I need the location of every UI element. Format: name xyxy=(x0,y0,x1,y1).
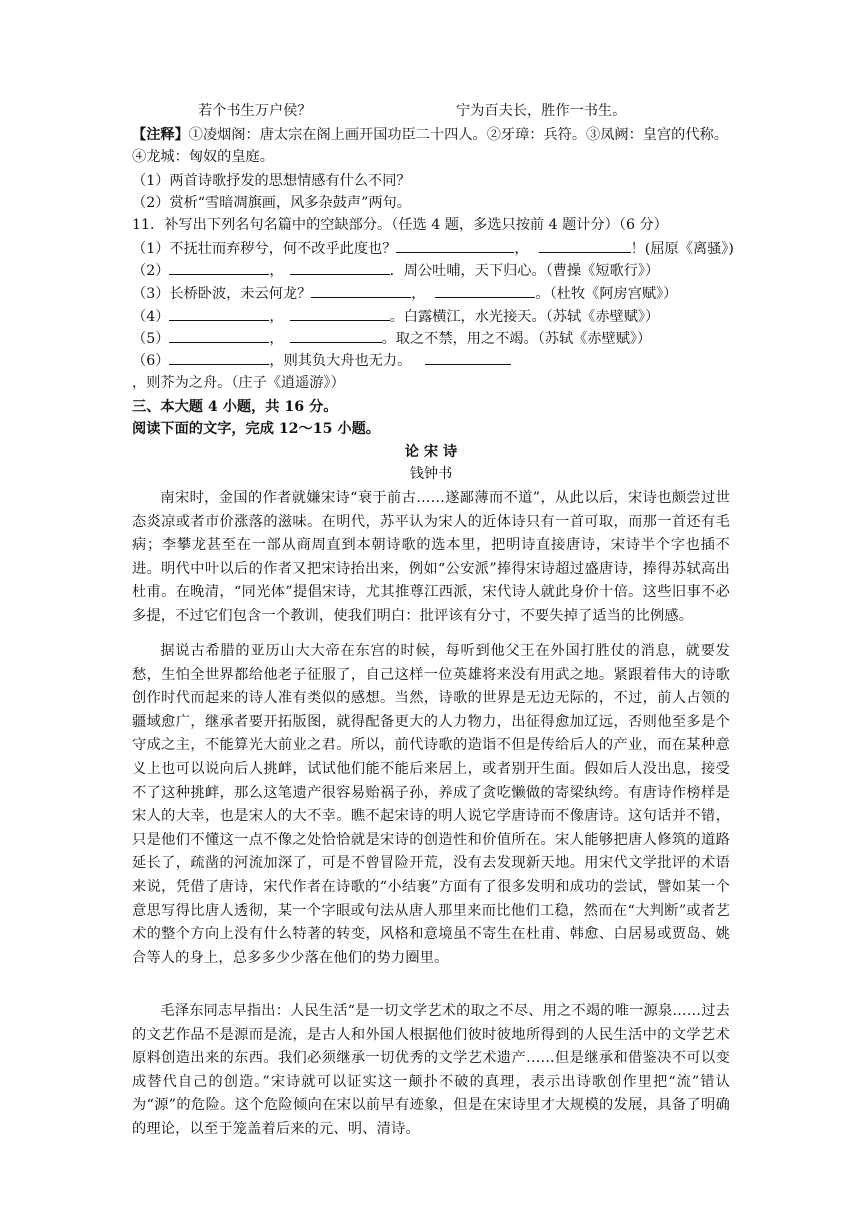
answer-blank[interactable] xyxy=(169,260,269,275)
answer-blank[interactable] xyxy=(290,306,390,321)
q11-item-4-mid: ， xyxy=(269,309,284,325)
q11-item-2-prefix: （2） xyxy=(132,263,170,279)
q11-item-1-mid: ， xyxy=(514,241,529,257)
q11-title: 11．补写出下列名句名篇中的空缺部分。（任选 4 题，多选只按前 4 题计分）（6 分） xyxy=(132,217,668,233)
q11-item-2-mid: ， xyxy=(269,263,284,279)
q11-item-6-mid: ，则其负大舟也无力。 xyxy=(269,353,412,369)
answer-blank[interactable] xyxy=(396,238,514,253)
answer-blank[interactable] xyxy=(169,306,269,321)
essay-paragraph-2: 据说古希腊的亚历山大大帝在东宫的时候，每听到他父王在外国打胜仗的消息，就要发愁，生怕全世界都给他老子征服了，自己这样一位英雄将来没有用武之地。紧跟着伟大的诗歌创作时代而起来的诗人准有类似的感想。当然，诗歌的世界是无边无际的，不过，前人占领的疆域愈广，继承者要开拓版图，就得配备更大的人力物力，出征得愈加辽远，否则他至多是个守成之主，不能算光大前业之君。所以，前代诗歌的造诣不但是传给后人的产业，而在某种意义上也可以说向后人挑衅，试试他们能不能后来居上，或者别开生面。假如后人没出息，接受不了这种挑衅，那么这笔遗产很容易贻祸子孙，养成了贪吃懒做的寄梁纨绔。有唐诗作榜样是宋人的大幸，也是宋人的大不幸。瞧不起宋诗的明人说它学唐诗而不像唐诗。这句话并不错，只是他们不懂这一点不像之处恰恰就是宋诗的创造性和价值所在。宋人能够把唐人修筑的道路延长了，疏凿的河流加深了，可是不曾冒险开荒，没有去发现新天地。用宋代文学批评的术语来说，凭借了唐诗，宋代作者在诗歌的“小结裹”方面有了很多发明和成功的尝试，譬如某一个意思写得比唐人透彻，某一个字眼或句法从唐人那里来而比他们工稳，然而在“大判断”或者艺术的整个方向上没有什么特著的转变，风格和意境虽不寄生在杜甫、韩愈、白居易或贾岛、姚合等人的身上，总多多少少落在他们的势力圈里。 xyxy=(132,643,730,966)
q11-item-6-prefix: （6） xyxy=(132,353,170,369)
q11-item-3-suffix: 。（杜牧《阿房宫赋》） xyxy=(535,286,678,302)
q11-item-6-suffix: ，则芥为之舟。（庄子《逍遥游》） xyxy=(132,375,345,391)
notes-text: ①凌烟阁：唐太宗在阁上画开国功臣二十四人。②牙璋：兵符。③凤阙：皇宫的代称。④龙城：匈奴的皇庭。 xyxy=(132,127,728,165)
answer-blank[interactable] xyxy=(169,350,269,365)
q11-item-6 xyxy=(132,350,730,394)
poem-line-left: 若个书生万户侯？ xyxy=(198,103,312,119)
section3-instruction: 阅读下面的文字，完成 12～15 小题。 xyxy=(132,421,380,437)
q11-item-1-suffix: ！(屈原《离骚》) xyxy=(630,241,734,257)
q11-item-2 xyxy=(132,260,732,282)
q11-item-4 xyxy=(132,306,732,328)
q11-item-1 xyxy=(132,238,732,260)
q10-sub2: （2）赏析“雪暗凋旗画，风多杂鼓声”两句。 xyxy=(132,195,411,211)
q11-item-4-prefix: （4） xyxy=(132,309,170,325)
q11-item-4-suffix: 。白露横江，水光接天。（苏轼《赤壁赋》） xyxy=(389,309,660,325)
q11-item-5 xyxy=(132,328,732,350)
q11-item-3 xyxy=(132,283,732,305)
section3-heading: 三、本大题 4 小题，共 16 分。 xyxy=(132,399,338,415)
answer-blank[interactable] xyxy=(290,328,382,343)
answer-blank[interactable] xyxy=(169,328,269,343)
answer-blank[interactable] xyxy=(539,238,631,253)
essay-author: 钱钟书 xyxy=(409,466,453,482)
answer-blank[interactable] xyxy=(425,350,511,365)
q11-item-2-suffix: ．周公吐哺，天下归心。（曹操《短歌行》） xyxy=(389,263,660,279)
essay-paragraph-3: 毛泽东同志早指出：人民生活“是一切文学艺术的取之不尽、用之不竭的唯一源泉……过去的文艺作品不是源而是流，是古人和外国人根据他们彼时彼地所得到的人民生活中的文学艺术原料创造出来的东西。我们必须继承一切优秀的文学艺术遗产……但是继承和借鉴决不可以变成替代自己的创造。”宋诗就可以证实这一颠扑不破的真理，表示出诗歌创作里把“流”错认为“源”的危险。这个危险倾向在宋以前早有迹象，但是在宋诗里才大规模的发展，具备了明确的理论，以至于笼盖着后来的元、明、清诗。 xyxy=(132,1003,730,1137)
answer-blank[interactable] xyxy=(435,283,535,298)
essay-title: 论 宋 诗 xyxy=(404,444,458,460)
q11-item-5-mid: ， xyxy=(269,331,284,347)
q11-item-5-prefix: （5） xyxy=(132,331,170,347)
essay-paragraph-1: 南宋时，金国的作者就嫌宋诗“衰于前古……遂鄙薄而不道”，从此以后，宋诗也颇尝过世态炎凉或者市价涨落的滋味。在明代，苏平认为宋人的近体诗只有一首可取，而那一首还有毛病；李攀龙甚至在一部从商周直到本朝诗歌的选本里，把明诗直接唐诗，宋诗半个字也插不进。明代中叶以后的作者又把宋诗抬出来，例如“公安派”捧得宋诗超过盛唐诗，捧得苏轼高出杜甫。在晚清，“同光体”提倡宋诗，尤其推尊江西派，宋代诗人就此身价十倍。这些旧事不必多提，不过它们包含一个教训，使我们明白：批评该有分寸，不要失掉了适当的比例感。 xyxy=(132,490,730,624)
q11-item-3-mid: ， xyxy=(411,286,426,302)
answer-blank[interactable] xyxy=(311,283,411,298)
notes-label: 【注释】 xyxy=(132,127,189,143)
q11-item-1-prefix: （1）不抚壮而弃秽兮，何不改乎此度也？ xyxy=(132,241,397,257)
q10-sub1: （1）两首诗歌抒发的思想情感有什么不同？ xyxy=(132,173,411,189)
answer-blank[interactable] xyxy=(290,260,390,275)
q11-item-3-prefix: （3）长桥卧波，未云何龙？ xyxy=(132,286,312,302)
q11-item-5-suffix: 。取之不禁，用之不竭。（苏轼《赤壁赋》） xyxy=(381,331,652,347)
notes-block xyxy=(132,124,730,168)
poem-line-right: 宁为百夫长，胜作一书生。 xyxy=(456,103,627,119)
